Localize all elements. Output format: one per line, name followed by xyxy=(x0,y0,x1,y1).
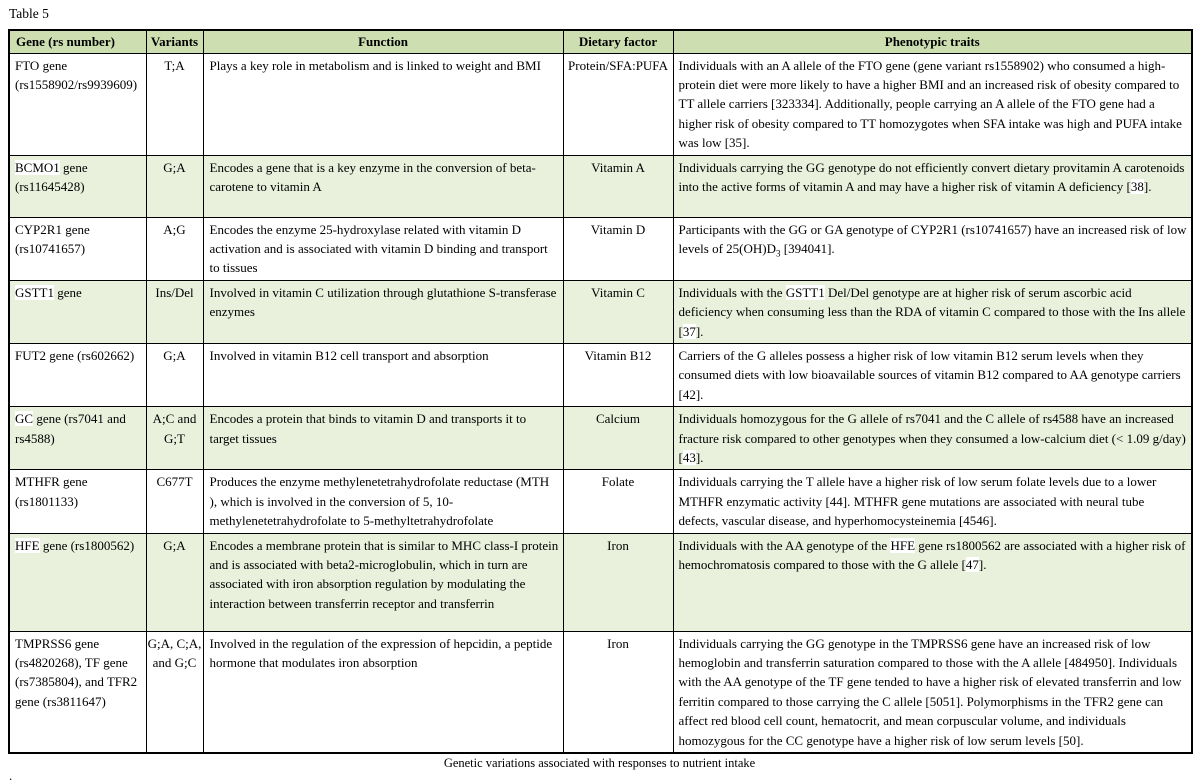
table-row xyxy=(9,470,1192,533)
table-row xyxy=(9,533,1192,631)
variants-cell: G;A xyxy=(146,155,203,217)
variants-cell: G;A, C;A, and G;C xyxy=(146,631,203,753)
column-header-variants: Variants xyxy=(146,30,203,53)
column-header-function: Function xyxy=(203,30,563,53)
traits-cell: Individuals homozygous for the G allele of rs7041 and the C allele of rs4588 have an increased fracture risk compared to other genotypes when they consumed a low-calcium diet (< 1.09 g/day) [43]. xyxy=(673,407,1192,470)
function-cell: Involved in vitamin B12 cell transport and absorption xyxy=(203,343,563,406)
traits-cell: Individuals carrying the GG genotype do not efficiently convert dietary provitamin A carotenoids into the active forms of vitamin A and may have a higher risk of vitamin A deficiency [38]. xyxy=(673,155,1192,217)
column-header-phenotypic-traits: Phenotypic traits xyxy=(673,30,1192,53)
variants-cell: C677T xyxy=(146,470,203,533)
dietary-cell: Vitamin B12 xyxy=(563,343,673,406)
table-row xyxy=(9,217,1192,280)
traits-cell: Carriers of the G alleles possess a higher risk of low vitamin B12 serum levels when they consumed diets with low bioavailable sources of vitamin B12 compared to AA genotype carriers [42]. xyxy=(673,343,1192,406)
traits-cell: Individuals with the AA genotype of the HFE gene rs1800562 are associated with a higher risk of hemochromatosis compared to those with the G allele [47]. xyxy=(673,533,1192,631)
function-cell: Encodes a protein that binds to vitamin D and transports it to target tissues xyxy=(203,407,563,470)
gene-cell: GSTT1 gene xyxy=(9,280,146,343)
table-row xyxy=(9,407,1192,470)
column-header-gene: Gene (rs number) xyxy=(9,30,146,53)
traits-cell: Individuals with an A allele of the FTO gene (gene variant rs1558902) who consumed a high-protein diet were more likely to have a higher BMI and an increased risk of obesity compared to TT allele carriers [323334]. Additionally, people carrying an A allele of the FTO gene had a higher risk of obesity compared to TT homozygotes when SFA intake was high and PUFA intake was low [35]. xyxy=(673,53,1192,155)
gene-cell: FTO gene (rs1558902/rs9939609) xyxy=(9,53,146,155)
table-row xyxy=(9,280,1192,343)
footer-period: . xyxy=(9,768,13,783)
table-row xyxy=(9,155,1192,217)
variants-cell: G;A xyxy=(146,533,203,631)
gene-cell: MTHFR gene (rs1801133) xyxy=(9,470,146,533)
variants-cell: T;A xyxy=(146,53,203,155)
genetic-variations-table xyxy=(8,29,1193,754)
traits-cell: Individuals carrying the GG genotype in the TMPRSS6 gene have an increased risk of low hemoglobin and transferrin saturation compared to those with the A allele [484950]. Individuals with the AA genotype of the TF gene tended to have a higher risk of elevated transferrin and low ferritin compared to those carrying the C allele [5051]. Polymorphisms in the TFR2 gene can affect red blood cell count, hematocrit, and mean corpuscular volume, and individuals homozygous for the CC genotype have a higher risk of low serum levels [50]. xyxy=(673,631,1192,753)
table-row xyxy=(9,631,1192,753)
dietary-cell: Iron xyxy=(563,631,673,753)
dietary-cell: Protein/SFA:PUFA xyxy=(563,53,673,155)
function-cell: Encodes a membrane protein that is similar to MHC class-I protein and is associated with beta2-microglobulin, which in turn are associated with iron absorption regulation by modulating the interaction between transferrin receptor and transferrin xyxy=(203,533,563,631)
dietary-cell: Vitamin A xyxy=(563,155,673,217)
function-cell: Produces the enzyme methylenetetrahydrofolate reductase (MTH ), which is involved in the conversion of 5, 10-methylenetetrahydrofolate to 5-methyltetrahydrofolate xyxy=(203,470,563,533)
gene-cell: GC gene (rs7041 and rs4588) xyxy=(9,407,146,470)
traits-cell: Individuals carrying the T allele have a higher risk of low serum folate levels due to a lower MTHFR enzymatic activity [44]. MTHFR gene mutations are associated with neural tube defects, vascular disease, and hyperhomocysteinemia [4546]. xyxy=(673,470,1192,533)
dietary-cell: Vitamin C xyxy=(563,280,673,343)
gene-cell: FUT2 gene (rs602662) xyxy=(9,343,146,406)
column-header-dietary-factor: Dietary factor xyxy=(563,30,673,53)
variants-cell: A;G xyxy=(146,217,203,280)
dietary-cell: Calcium xyxy=(563,407,673,470)
table-row xyxy=(9,343,1192,406)
table-label: Table 5 xyxy=(9,6,49,21)
table-row xyxy=(9,53,1192,155)
table-caption: Genetic variations associated with responses to nutrient intake xyxy=(443,756,756,771)
function-cell: Involved in the regulation of the expression of hepcidin, a peptide hormone that modulates iron absorption xyxy=(203,631,563,753)
dietary-cell: Iron xyxy=(563,533,673,631)
function-cell: Encodes the enzyme 25-hydroxylase related with vitamin D activation and is associated with vitamin D binding and transport to tissues xyxy=(203,217,563,280)
traits-cell: Participants with the GG or GA genotype of CYP2R1 (rs10741657) have an increased risk of low levels of $25(OH)D_3$ [394041]. xyxy=(673,217,1192,280)
gene-cell: BCMO1 gene (rs11645428) xyxy=(9,155,146,217)
table-header xyxy=(9,30,1192,53)
variants-cell: G;A xyxy=(146,343,203,406)
gene-cell: TMPRSS6 gene (rs4820268), TF gene (rs7385804), and TFR2 gene (rs3811647) xyxy=(9,631,146,753)
variants-cell: Ins/Del xyxy=(146,280,203,343)
gene-cell: HFE gene (rs1800562) xyxy=(9,533,146,631)
dietary-cell: Vitamin D xyxy=(563,217,673,280)
function-cell: Encodes a gene that is a key enzyme in the conversion of beta-carotene to vitamin A xyxy=(203,155,563,217)
header-row xyxy=(9,30,1192,53)
gene-cell: CYP2R1 gene (rs10741657) xyxy=(9,217,146,280)
traits-cell: Individuals with the GSTT1 Del/Del genotype are at higher risk of serum ascorbic acid deficiency when consuming less than the RDA of vitamin C compared to those with the Ins allele [37]. xyxy=(673,280,1192,343)
table-body xyxy=(9,53,1192,753)
variants-cell: A;C and G;T xyxy=(146,407,203,470)
function-cell: Plays a key role in metabolism and is linked to weight and BMI xyxy=(203,53,563,155)
dietary-cell: Folate xyxy=(563,470,673,533)
function-cell: Involved in vitamin C utilization through glutathione S-transferase enzymes xyxy=(203,280,563,343)
